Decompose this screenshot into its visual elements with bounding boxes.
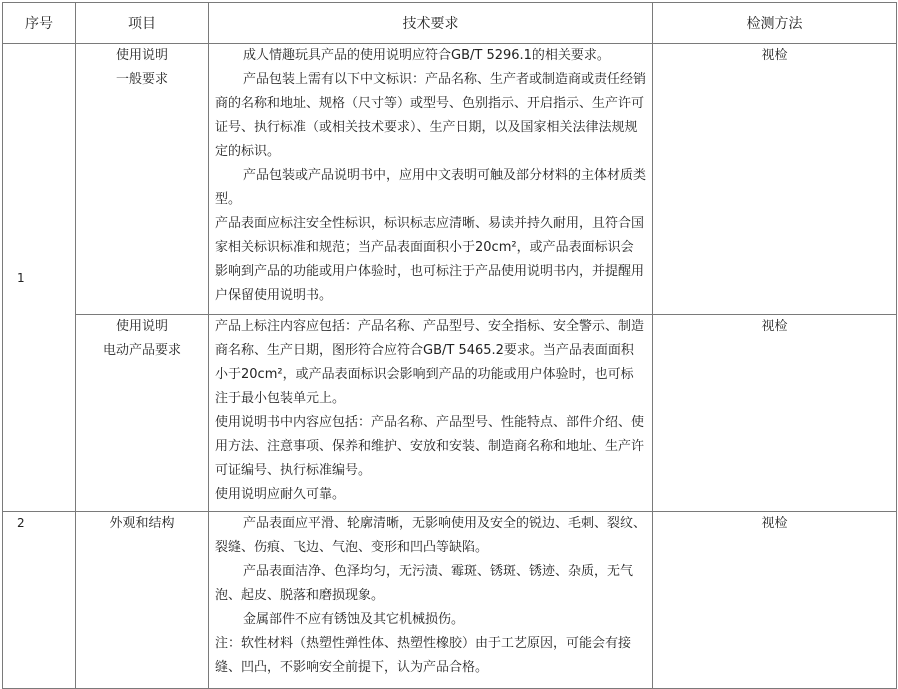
item-cell bbox=[76, 315, 209, 512]
requirement-paragraph: 使用说明书中内容应包括：产品名称、产品型号、性能特点、部件介绍、使用方法、注意事项、保养和维护、安放和安装、制造商名称和地址、生产许可证编号、执行标准编号。 bbox=[215, 415, 645, 478]
item-line: 使用说明 bbox=[115, 48, 168, 63]
method-cell: 视检 bbox=[653, 315, 897, 512]
table-header-row bbox=[3, 3, 897, 44]
requirement-paragraph: 产品表面应标注安全性标识，标识标志应清晰、易读并持久耐用，且符合国家相关标识标准和规范；当产品表面面积小于20cm²，或产品表面标识会影响到产品的功能或用户体验时，也可标注于产品使用说明书内，并提醒用户保留使用说明书。 bbox=[215, 216, 645, 303]
row-number: 2 bbox=[3, 512, 76, 689]
requirement-paragraph: 产品表面应平滑、轮廓清晰，无影响使用及安全的锐边、毛刺、裂纹、裂缝、伤痕、飞边、气泡、变形和凹凸等缺陷。 bbox=[215, 516, 647, 555]
header-method: 检测方法 bbox=[653, 3, 897, 44]
item-line: 使用说明 bbox=[115, 319, 168, 334]
requirement-cell bbox=[209, 512, 653, 689]
requirement-cell bbox=[209, 44, 653, 315]
item-line: 一般要求 bbox=[115, 72, 168, 87]
requirement-cell bbox=[209, 315, 653, 512]
requirement-paragraph: 金属部件不应有锈蚀及其它机械损伤。 bbox=[243, 612, 465, 627]
table-row bbox=[3, 44, 897, 315]
requirement-paragraph: 成人情趣玩具产品的使用说明应符合GB/T 5296.1的相关要求。 bbox=[243, 48, 610, 63]
requirement-paragraph: 产品上标注内容应包括：产品名称、产品型号、安全指标、安全警示、制造商名称、生产日期，图形符合应符合GB/T 5465.2要求。当产品表面面积小于20cm²，或产品表面标识会影响到产品的功能或用户体验时，也可标注于最小包装单元上。 bbox=[215, 319, 645, 406]
table-row bbox=[3, 315, 897, 512]
method-cell: 视检 bbox=[653, 44, 897, 315]
item-cell: 外观和结构 bbox=[76, 512, 209, 689]
header-item: 项目 bbox=[76, 3, 209, 44]
requirement-paragraph: 产品包装上需有以下中文标识：产品名称、生产者或制造商或责任经销商的名称和地址、规格（尺寸等）或型号、色别指示、开启指示、生产许可证号、执行标准（或相关技术要求）、生产日期，以及国家相关法律法规规定的标识。 bbox=[215, 72, 647, 159]
item-line: 电动产品要求 bbox=[102, 343, 181, 358]
item-cell bbox=[76, 44, 209, 315]
row-number: 1 bbox=[3, 44, 76, 512]
header-requirement: 技术要求 bbox=[209, 3, 653, 44]
requirement-paragraph: 产品表面洁净、色泽均匀，无污渍、霉斑、锈斑、锈迹、杂质，无气泡、起皮、脱落和磨损现象。 bbox=[215, 564, 634, 603]
requirement-paragraph: 使用说明应耐久可靠。 bbox=[215, 487, 346, 502]
requirement-paragraph: 产品包装或产品说明书中，应用中文表明可触及部分材料的主体材质类型。 bbox=[215, 168, 647, 207]
table-row bbox=[3, 512, 897, 689]
header-no: 序号 bbox=[3, 3, 76, 44]
method-cell: 视检 bbox=[653, 512, 897, 689]
requirements-table bbox=[2, 2, 897, 689]
requirement-paragraph: 注：软性材料（热塑性弹性体、热塑性橡胶）由于工艺原因，可能会有接缝、凹凸，不影响安全前提下，认为产品合格。 bbox=[215, 636, 632, 675]
